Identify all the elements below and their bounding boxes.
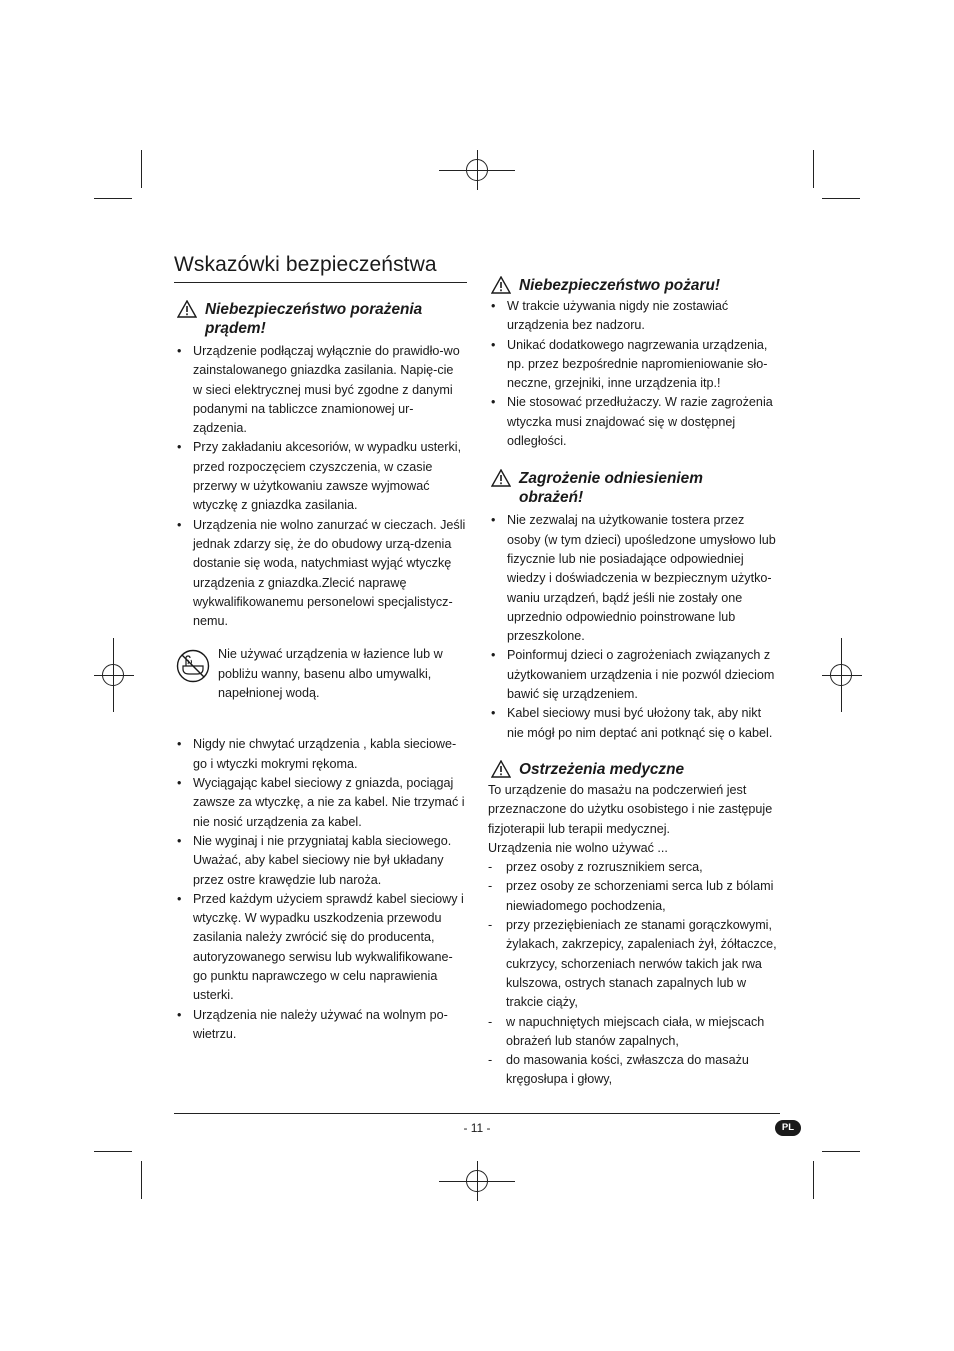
list-item: • Urządzenia nie wolno zanurzać w cieczach. Jeśli jednak zdarzy się, że do obudowy urzą-dzenia dostanie się woda, natychmiast wyjąć wtyczkę urządzenia z gniazdka.Zlecić naprawę wykwalifikowanemu personelowi specjalistycz-nemu. xyxy=(174,516,466,632)
list-item: • Nigdy nie chwytać urządzenia , kabla sieciowe-go i wtyczki mokrymi rękoma. xyxy=(174,735,466,774)
list-item: - do masowania kości, zwłaszcza do masażu kręgosłupa i głowy, xyxy=(488,1051,780,1090)
list-item: • Wyciągając kabel sieciowy z gniazda, pociągaj zawsze za wtyczkę, a nie za kabel. Nie trzymać i nie nosić urządzenia za kabel. xyxy=(174,774,466,832)
language-badge: PL xyxy=(775,1120,801,1136)
right-column xyxy=(488,276,780,1090)
list-item: • Unikać dodatkowego nagrzewania urządzenia, np. przez bezpośrednie napromieniowanie sło-neczne, grzejniki, inne urządzenia itp.! xyxy=(488,336,780,394)
list-item: - w napuchniętych miejscach ciała, w miejscach obrażeń lub stanów zapalnych, xyxy=(488,1013,780,1052)
list-item: • Przy zakładaniu akcesoriów, w wypadku usterki, przed rozpoczęciem czyszczenia, w czasie przerwy w użytkowaniu zawsze wyjmować wtyczkę z gniazdka zasilania. xyxy=(174,438,466,515)
fire-hazard-heading: Niebezpieczeństwo pożaru! xyxy=(488,276,780,295)
list-item: • Nie stosować przedłużaczy. W razie zagrożenia wtyczka musi znajdować się w dostępnej odległości. xyxy=(488,393,780,451)
page-number: - 11 - xyxy=(463,1121,491,1135)
no-bathtub-icon xyxy=(176,649,210,689)
warning-triangle-icon xyxy=(491,469,511,487)
electric-shock-list-a xyxy=(174,342,466,631)
page-title: Wskazówki bezpieczeństwa xyxy=(174,253,437,276)
list-item: • Nie wyginaj i nie przygniataj kabla sieciowego. Uważać, aby kabel sieciowy nie był układany przez ostre krawędzie lub naroża. xyxy=(174,832,466,890)
list-item: • Kabel sieciowy musi być ułożony tak, aby nikt nie mógł po nim deptać ani potknąć się o kabel. xyxy=(488,704,780,743)
list-item: - przez osoby ze schorzeniami serca lub z bólami niewiadomego pochodzenia, xyxy=(488,877,780,916)
medical-lead: Urządzenia nie wolno używać ... xyxy=(488,840,668,855)
medical-warnings-heading: Ostrzeżenia medyczne xyxy=(488,760,780,779)
injury-hazard-heading: Zagrożenie odniesieniem obrażeń! xyxy=(488,469,780,507)
medical-intro: To urządzenie do masażu na podczerwień jest przeznaczone do użytku osobistego i nie zastępuje fizjoterapii lub terapii medycznej. xyxy=(488,782,773,836)
list-item: - przez osoby z rozrusznikiem serca, xyxy=(488,858,780,877)
bathroom-warning-note: Nie używać urządzenia w łazience lub w pobliżu wanny, basenu albo umywalki, napełnionej wodą. xyxy=(174,645,466,703)
warning-triangle-icon xyxy=(491,276,511,294)
footer-divider xyxy=(174,1113,780,1114)
list-item: - przy przeziębieniach ze stanami gorączkowymi, żylakach, zakrzepicy, zapaleniach żył, żółtaczce, cukrzycy, schorzeniach nerwów takich jak rwa kulszowa, ostrych stanach zapalnych lub w trakcie ciąży, xyxy=(488,916,780,1012)
injury-hazard-list xyxy=(488,511,780,743)
left-column xyxy=(174,300,466,1044)
list-item: • Przed każdym użyciem sprawdź kabel sieciowy i wtyczkę. W wypadku uszkodzenia przewodu zasilania należy zwrócić się do producenta, autoryzowanego serwisu lub wykwalifikowane-go punktu naprawczego w celu naprawienia usterki. xyxy=(174,890,466,1006)
electric-shock-heading: Niebezpieczeństwo porażenia prądem! xyxy=(174,300,466,338)
title-divider xyxy=(174,282,467,283)
list-item: • Nie zezwalaj na użytkowanie tostera przez osoby (w tym dzieci) upośledzone umysłowo lub fizycznie lub nie posiadające odpowiedniej wiedzy i doświadczenia w bezpiecznym użytko-waniu urządzeń, bądź jeśli nie zostały one uprzednio odpowiednio poinstrowane lub przeszkolone. xyxy=(488,511,780,646)
electric-shock-list-b xyxy=(174,735,466,1044)
list-item: • W trakcie używania nigdy nie zostawiać urządzenia bez nadzoru. xyxy=(488,297,780,336)
list-item: • Poinformuj dzieci o zagrożeniach związanych z użytkowaniem urządzenia i nie pozwól dzieciom bawić się urządzeniem. xyxy=(488,646,780,704)
fire-hazard-list xyxy=(488,297,780,451)
medical-contraindications-list xyxy=(488,858,780,1090)
warning-triangle-icon xyxy=(491,760,511,778)
warning-triangle-icon xyxy=(177,300,197,318)
list-item: • Urządzenie podłączaj wyłącznie do prawidło-wo zainstalowanego gniazdka zasilania. Napię-cie w sieci elektrycznej musi być zgodne z danymi podanymi na tabliczce znamionowej ur-ządzenia. xyxy=(174,342,466,438)
list-item: • Urządzenia nie należy używać na wolnym po-wietrzu. xyxy=(174,1006,466,1045)
